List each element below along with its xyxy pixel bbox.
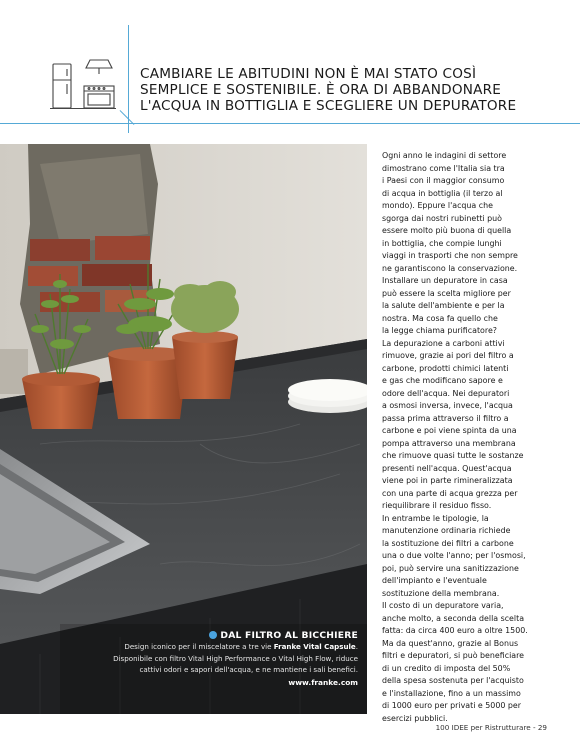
article-line: dell'impianto e l'eventuale <box>382 576 487 585</box>
headline-line-3: L'ACQUA IN BOTTIGLIA E SCEGLIERE UN DEPURATORE <box>140 98 517 114</box>
article-line: pompa attraverso una membrana <box>382 438 516 448</box>
caption-line-2: Disponibile con filtro Vital High Performance o Vital High Flow, riduce <box>113 653 358 663</box>
caption-url[interactable]: www.franke.com <box>288 677 358 687</box>
article-line: anche molto, a seconda della scelta <box>382 613 525 623</box>
article-line: presenti nell'acqua. Quest'acqua <box>382 463 512 473</box>
article-line: poi, può servire una sanitizzazione <box>382 563 519 573</box>
headline-line-1: CAMBIARE LE ABITUDINI NON È MAI STATO COSÌ <box>140 66 477 82</box>
photo-caption <box>90 630 358 689</box>
header-horizontal-rule <box>0 123 580 124</box>
page-headline <box>140 66 560 114</box>
article-line: con una parte di acqua grezza per <box>382 488 518 498</box>
article-line: ne garantiscono la conservazione. <box>382 263 518 273</box>
article-line: sostituzione della membrana. <box>382 588 500 598</box>
article-line: nostra. Ma cosa fa quello che <box>382 313 498 323</box>
article-line: viene poi in parte rimineralizzata <box>382 476 513 485</box>
article-line: in bottiglia, che compie lunghi <box>382 238 502 248</box>
page-footer: 100 IDEE per Ristrutturare - 29 <box>435 723 547 732</box>
article-line: fatta: da circa 400 euro a oltre 1500. <box>382 626 528 635</box>
kitchen-appliances-icon <box>50 56 116 112</box>
article-line: dimostrano come l'Italia sia tra <box>382 163 505 173</box>
article-line: di acqua in bottiglia (il terzo al <box>382 188 503 198</box>
article-line: viaggi in trasporti che non sempre <box>382 251 518 260</box>
article-line: Ogni anno le indagini di settore <box>382 151 507 160</box>
article-line: passa prima attraverso il filtro a <box>382 413 509 423</box>
article-line: Il costo di un depuratore varia, <box>382 601 504 610</box>
article-line: carbone, prodotti chimici latenti <box>382 363 509 373</box>
article-line: la legge chiama purificatore? <box>382 326 497 335</box>
article-line: e l'installazione, fino a un massimo <box>382 688 521 698</box>
article-line: di 1000 euro per privati e 5000 per <box>382 701 521 710</box>
article-line: In entrambe le tipologie, la <box>382 513 489 523</box>
article-line: i Paesi con il maggior consumo <box>382 176 505 185</box>
article-line: Installare un depuratore in casa <box>382 276 508 285</box>
article-line: mondo). Eppure l'acqua che <box>382 201 493 210</box>
article-line: carbone e poi viene spinta da una <box>382 426 517 435</box>
caption-brand: Franke Vital Capsule <box>273 642 356 651</box>
article-line: odore dell'acqua. Nei depuratori <box>382 388 510 398</box>
article-line: che rimuove quasi tutte le sostanze <box>382 451 524 460</box>
article-line: filtri e depuratori, si può beneficiare <box>382 651 525 660</box>
article-line: può essere la scelta migliore per <box>382 288 511 298</box>
headline-line-2: SEMPLICE E SOSTENIBILE. È ORA DI ABBANDONARE <box>140 82 502 98</box>
caption-title-text: DAL FILTRO AL BICCHIERE <box>220 630 358 641</box>
article-line: la sostituzione dei filtri a carbone <box>382 538 514 548</box>
article-line: una o due volte l'anno; per l'osmosi, <box>382 551 526 560</box>
article-line: esercizi pubblici. <box>382 713 448 723</box>
bullet-dot-icon <box>209 631 217 639</box>
article-line: della spesa sostenuta per l'acquisto <box>382 676 524 685</box>
article-line: riequilibrare il residuo fisso. <box>382 501 492 510</box>
caption-title <box>90 630 358 641</box>
kitchen-photo <box>0 144 367 714</box>
article-line: manutenzione ordinaria richiede <box>382 526 511 535</box>
article-line: La depurazione a carboni attivi <box>382 338 505 348</box>
header-vertical-rule <box>128 25 129 133</box>
article-line: sgorga dai nostri rubinetti può <box>382 213 502 223</box>
article-line: Ma da quest'anno, grazie al Bonus <box>382 638 519 648</box>
caption-line-1: Design iconico per il miscelatore a tre vie Franke Vital Capsule. <box>124 642 358 651</box>
article-line: di un credito di imposta del 50% <box>382 663 511 673</box>
article-line: a osmosi inversa, invece, l'acqua <box>382 401 513 410</box>
caption-line-3: cattivi odori e sapori dell'acqua, e ne mantiene i sali benefici. <box>139 665 358 675</box>
article-line: essere molto più buona di quella <box>382 226 512 235</box>
article-line: e gas che modificano sapore e <box>382 376 503 385</box>
article-line: rimuove, grazie ai pori del filtro a <box>382 351 514 360</box>
article-line: la salute dell'ambiente e per la <box>382 301 505 310</box>
article-body <box>382 150 572 725</box>
